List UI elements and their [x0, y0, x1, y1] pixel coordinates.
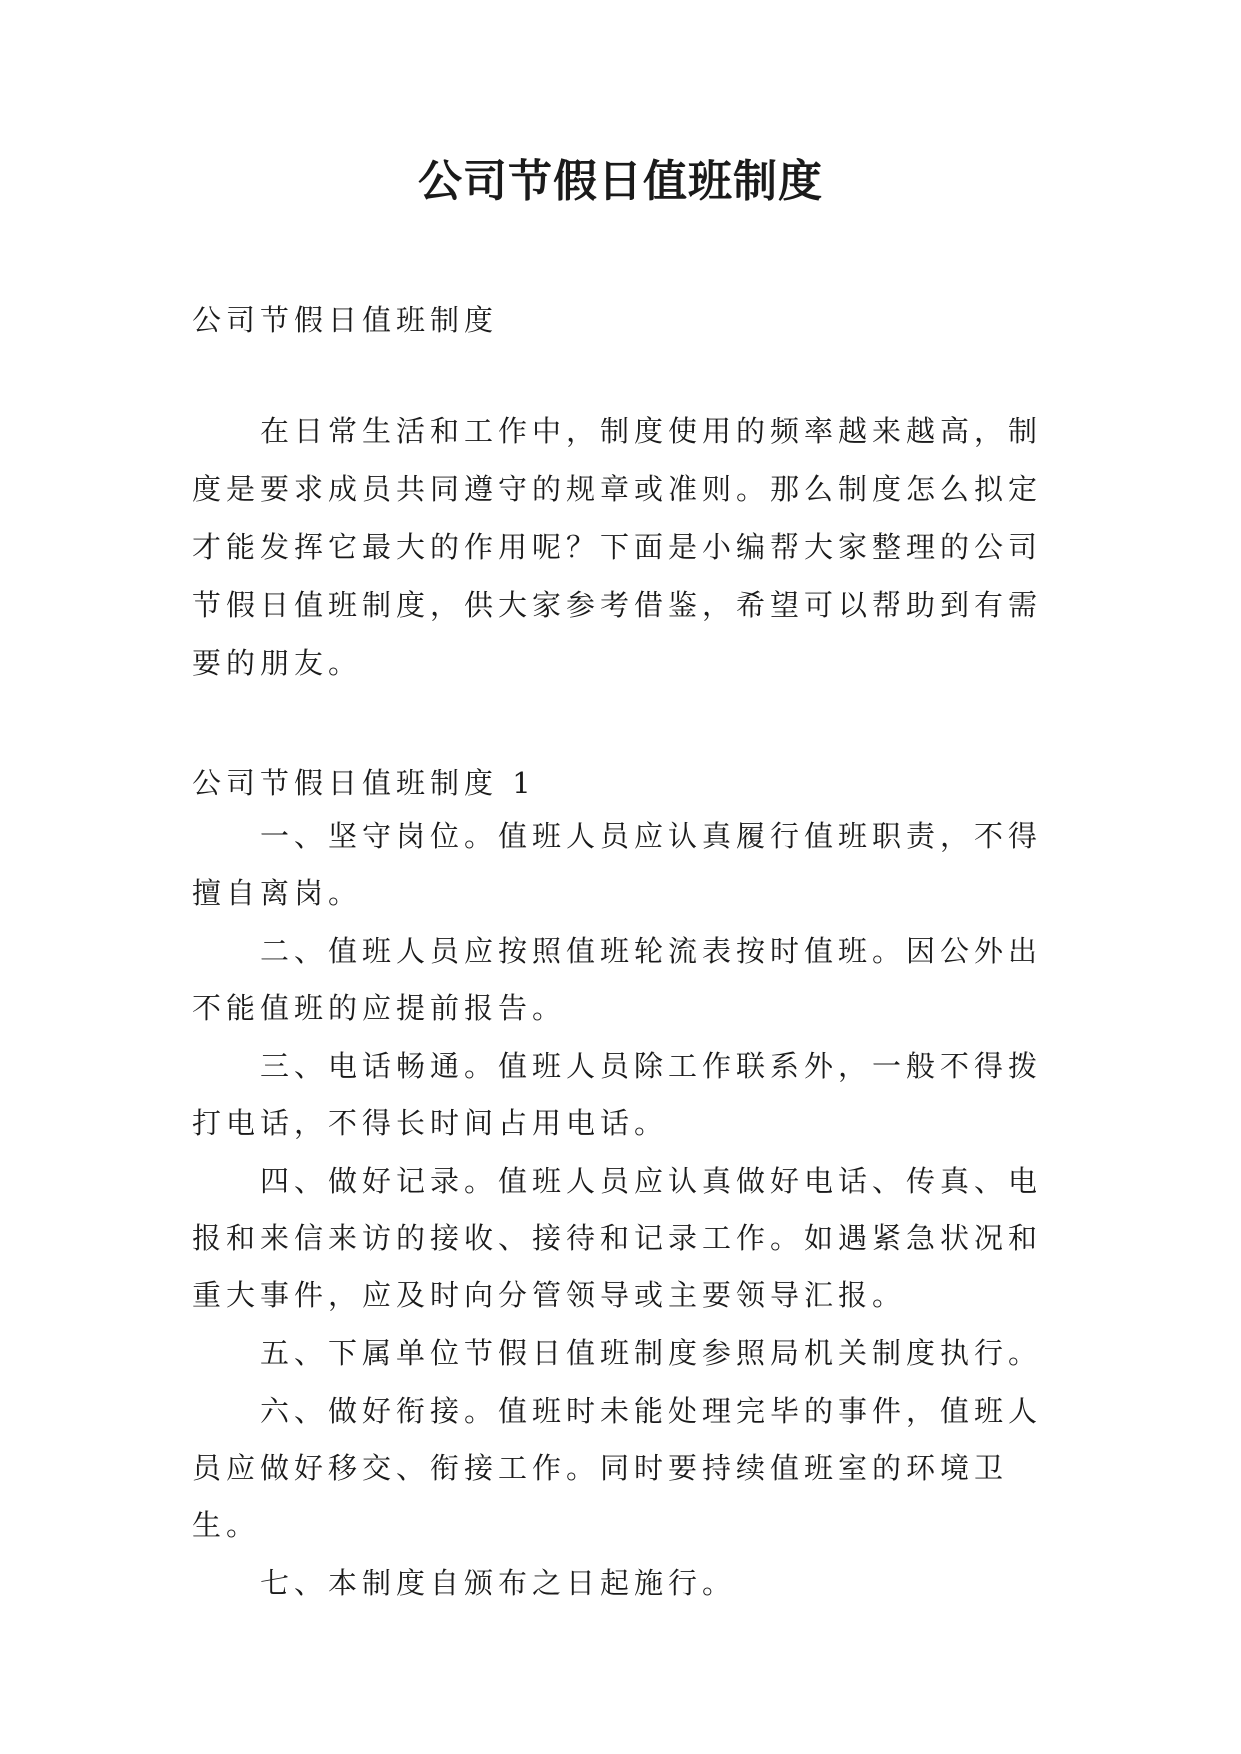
- section-heading: 公司节假日值班制度 1: [192, 766, 536, 800]
- rules-list: [192, 808, 1052, 1613]
- rule-item: 四、做好记录。值班人员应认真做好电话、传真、电报和来信来访的接收、接待和记录工作。如遇紧急状况和重大事件，应及时向分管领导或主要领导汇报。: [192, 1164, 1043, 1312]
- rule-item: 七、本制度自颁布之日起施行。: [260, 1566, 737, 1600]
- rule-item: 一、坚守岗位。值班人员应认真履行值班职责，不得擅自离岗。: [192, 819, 1043, 910]
- page-title: 公司节假日值班制度: [418, 156, 823, 207]
- rule-item: 三、电话畅通。值班人员除工作联系外，一般不得拨打电话，不得长时间占用电话。: [192, 1049, 1043, 1140]
- document-subtitle: 公司节假日值班制度: [192, 303, 499, 337]
- intro-paragraph: 在日常生活和工作中，制度使用的频率越来越高，制度是要求成员共同遵守的规章或准则。那么制度怎么拟定才能发挥它最大的作用呢？下面是小编帮大家整理的公司节假日值班制度，供大家参考借鉴，希望可以帮助到有需要的朋友。: [192, 414, 1043, 680]
- rule-item: 六、做好衔接。值班时未能处理完毕的事件，值班人员应做好移交、衔接工作。同时要持续值班室的环境卫生。: [192, 1394, 1043, 1542]
- rule-item: 二、值班人员应按照值班轮流表按时值班。因公外出不能值班的应提前报告。: [192, 934, 1043, 1025]
- rule-item: 五、下属单位节假日值班制度参照局机关制度执行。: [260, 1336, 1043, 1370]
